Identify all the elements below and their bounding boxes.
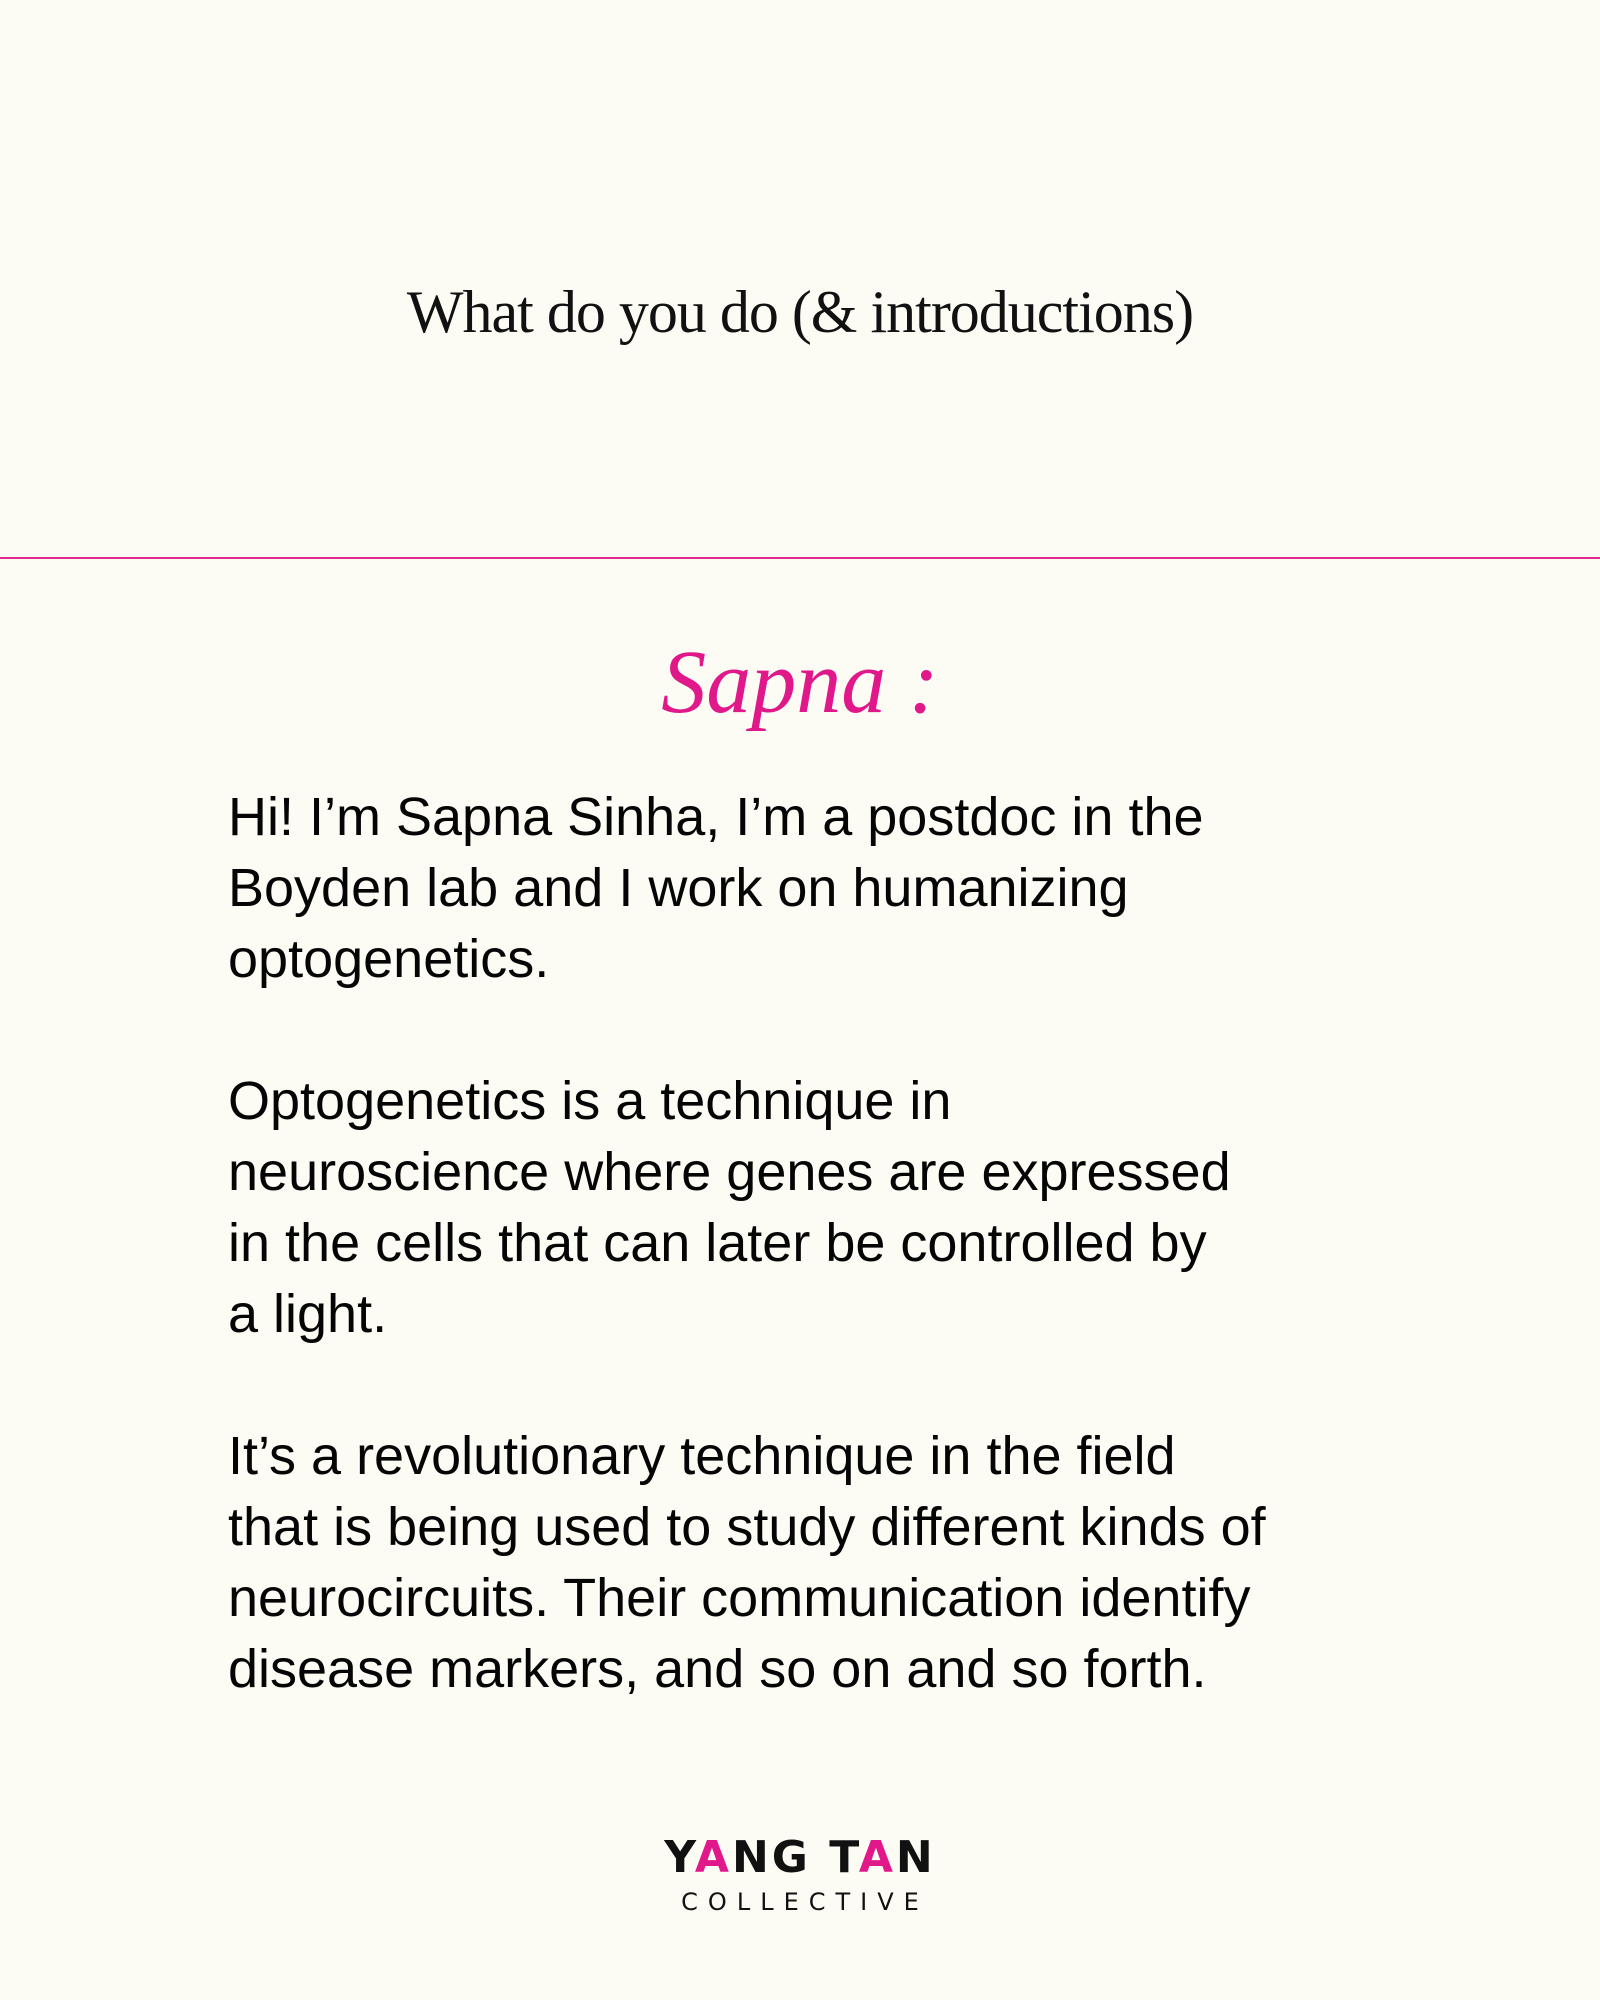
- logo-subtitle: COLLECTIVE: [681, 1888, 929, 1916]
- paragraph-intro: Hi! I’m Sapna Sinha, I’m a postdoc in the Boyden lab and I work on humanizing optogenetics.: [228, 787, 1204, 989]
- logo-letter: N: [731, 1832, 772, 1883]
- logo-letter: Y: [664, 1832, 695, 1883]
- logo-letter: A: [858, 1832, 896, 1883]
- page-title: What do you do (& introductions): [406, 279, 1194, 345]
- brand-logo: [0, 1832, 1600, 1916]
- speaker-name: Sapna :: [661, 633, 939, 732]
- section-divider: [0, 557, 1600, 559]
- logo-letter: N: [895, 1832, 936, 1883]
- body-text: [228, 782, 1388, 1776]
- paragraph-impact: It’s a revolutionary technique in the field that is being used to study different kinds of neurocircuits. Their communication identify disease markers, and so on and so forth.: [228, 1426, 1266, 1699]
- paragraph-definition: Optogenetics is a technique in neuroscience where genes are expressed in the cells that can later be controlled by a light.: [228, 1071, 1231, 1344]
- logo-letter: A: [694, 1832, 732, 1883]
- logo-letter: [811, 1832, 829, 1883]
- logo-letter: T: [829, 1832, 859, 1883]
- logo-wordmark: [0, 1832, 1600, 1883]
- logo-letter: G: [771, 1832, 811, 1883]
